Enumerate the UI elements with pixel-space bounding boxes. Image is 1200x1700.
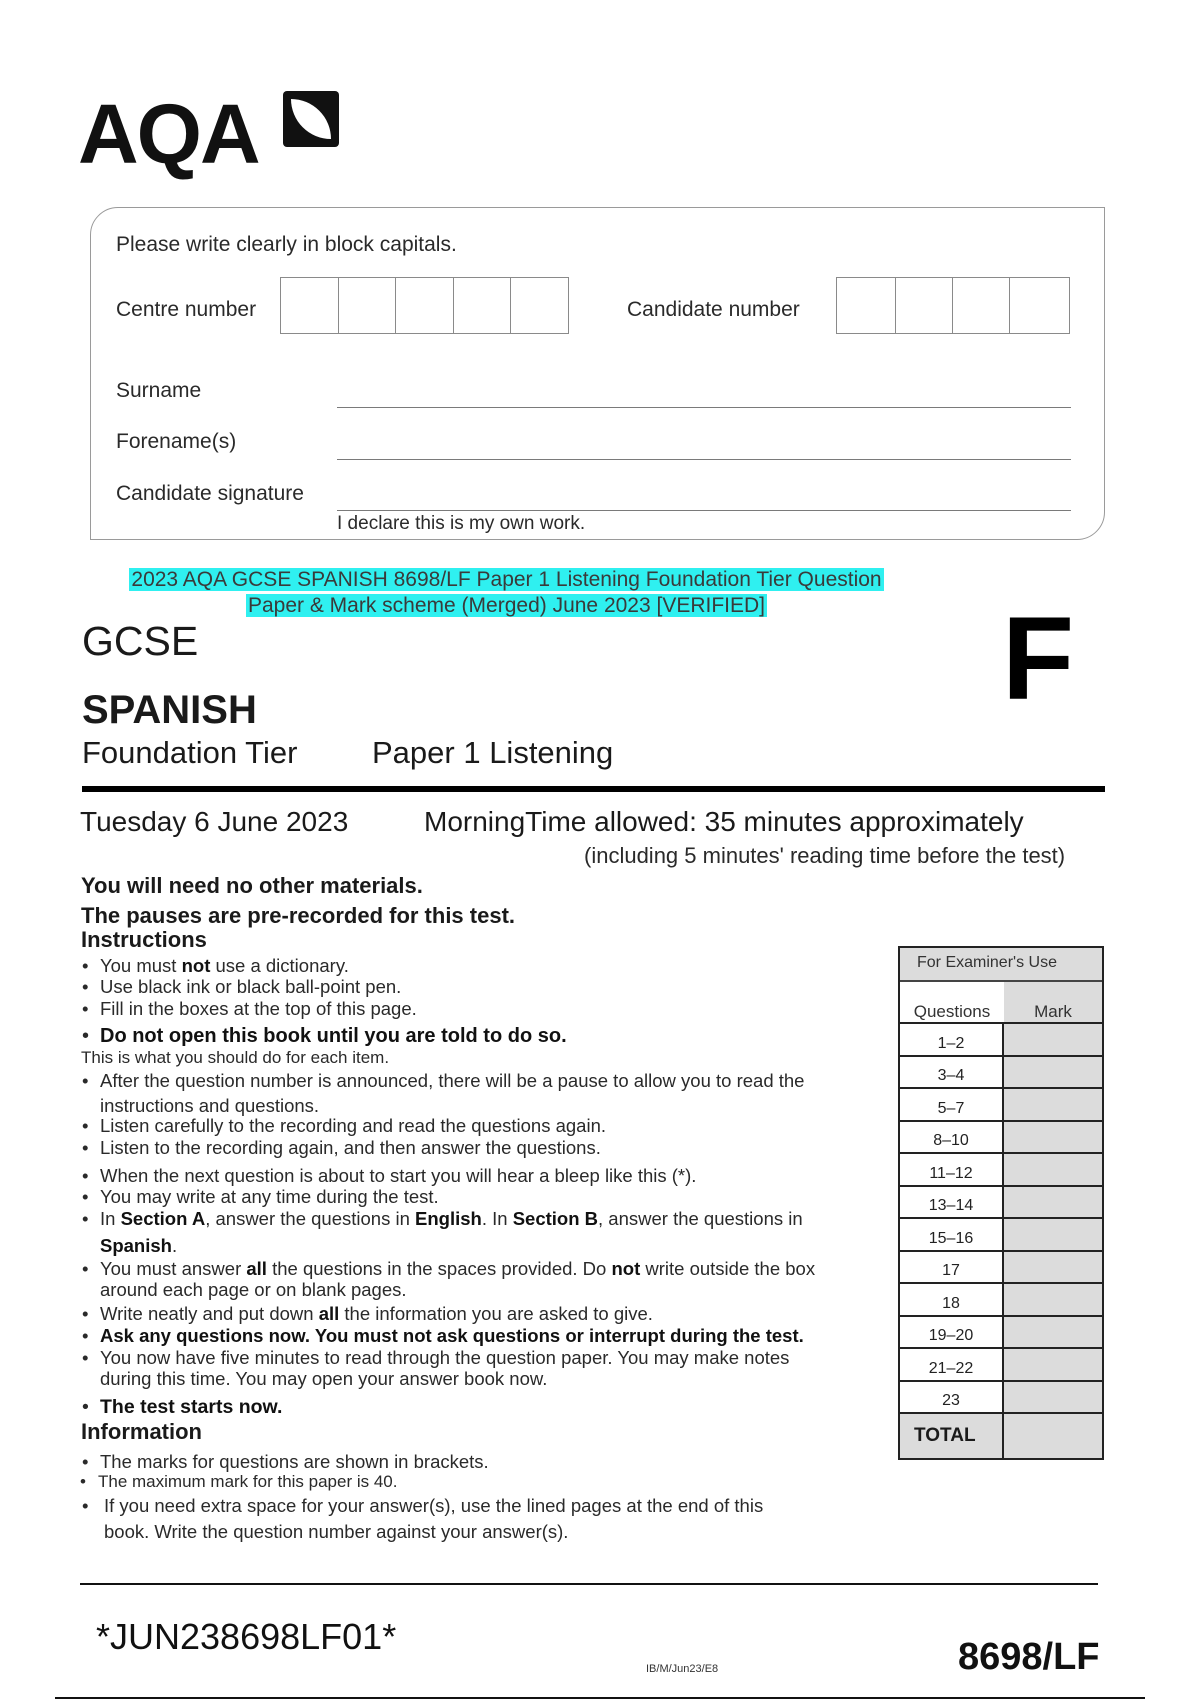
information-item: • The maximum mark for this paper is 40. (80, 1472, 398, 1491)
mark-cell[interactable] (1004, 1154, 1102, 1185)
mark-cell[interactable] (1004, 1219, 1102, 1250)
candidate-number-input[interactable] (836, 277, 1070, 334)
candidate-number-label: Candidate number (627, 298, 800, 321)
signature-input-line[interactable] (337, 510, 1071, 511)
qualification-title: GCSE (82, 618, 199, 664)
title-divider (82, 786, 1105, 792)
aqa-leaf-logo-icon (283, 91, 339, 147)
mark-cell[interactable] (1004, 1089, 1102, 1120)
footer-divider (80, 1583, 1098, 1585)
surname-input-line[interactable] (337, 407, 1071, 408)
instruction-note: This is what you should do for each item. (81, 1048, 390, 1067)
banner-line-1: 2023 AQA GCSE SPANISH 8698/LF Paper 1 Listening Foundation Tier Question (131, 568, 882, 591)
instruction-item: • You must answer all the questions in the spaces provided. Do not write outside the box around each page or on blank pages. (82, 1258, 816, 1300)
examiner-use-table (898, 946, 1104, 1460)
instruction-item: • In Section A, answer the questions in English. In Section B, answer the questions in Spanish. (82, 1208, 803, 1256)
mark-column-header: Mark (1004, 982, 1102, 1022)
table-row: 18 (900, 1284, 1102, 1317)
instruction-item: • You must not use a dictionary. (82, 955, 349, 976)
declaration-text: I declare this is my own work. (337, 513, 586, 534)
centre-number-digit-box[interactable] (454, 278, 512, 333)
candidate-number-digit-box[interactable] (1010, 278, 1067, 333)
surname-label: Surname (116, 379, 202, 402)
table-row: 23 (900, 1382, 1102, 1415)
table-row: 8–10 (900, 1122, 1102, 1155)
instruction-item: • You now have five minutes to read through the question paper. You may make notes during this time. You may open your answer book now. (82, 1347, 790, 1389)
instruction-item: • Listen to the recording again, and then answer the questions. (82, 1137, 601, 1158)
table-row: 21–22 (900, 1349, 1102, 1382)
tier-label: Foundation Tier (82, 735, 298, 770)
barcode-text: *JUN238698LF01* (96, 1616, 397, 1657)
table-row: 11–12 (900, 1154, 1102, 1187)
information-heading: Information (81, 1419, 202, 1444)
centre-number-digit-box[interactable] (511, 278, 568, 333)
instructions-heading: Instructions (81, 927, 207, 952)
instruction-item: • Do not open this book until you are told to do so. (82, 1025, 567, 1047)
mark-cell[interactable] (1004, 1317, 1102, 1348)
signature-label: Candidate signature (116, 482, 304, 505)
instruction-item: • When the next question is about to start you will hear a bleep like this (*). (82, 1165, 697, 1186)
block-capitals-prompt: Please write clearly in block capitals. (116, 233, 457, 256)
centre-number-label: Centre number (116, 298, 257, 321)
table-row: 17 (900, 1252, 1102, 1285)
centre-number-digit-box[interactable] (339, 278, 397, 333)
forenames-input-line[interactable] (337, 459, 1071, 460)
examiner-table-title: For Examiner's Use (900, 948, 1102, 982)
mark-cell[interactable] (1004, 1187, 1102, 1218)
centre-number-digit-box[interactable] (396, 278, 454, 333)
time-allowed-note: (including 5 minutes' reading time before the test) (584, 843, 1066, 868)
table-row: 3–4 (900, 1057, 1102, 1090)
document-title-banner (90, 567, 923, 619)
mark-cell[interactable] (1004, 1122, 1102, 1153)
table-row: 5–7 (900, 1089, 1102, 1122)
instruction-item: • You may write at any time during the test. (82, 1186, 439, 1207)
page-bottom-rule (55, 1697, 1145, 1699)
mark-cell[interactable] (1004, 1057, 1102, 1088)
aqa-logo-text: AQA (78, 87, 259, 181)
instruction-item: • After the question number is announced, there will be a pause to allow you to read the instructions and questions. (82, 1070, 805, 1116)
instruction-item: • Ask any questions now. You must not ask questions or interrupt during the test. (82, 1325, 804, 1346)
total-mark-cell[interactable] (1004, 1414, 1102, 1458)
time-allowed: MorningTime allowed: 35 minutes approximately (424, 806, 1024, 837)
table-row: 13–14 (900, 1187, 1102, 1220)
instruction-item: • Listen carefully to the recording and read the questions again. (82, 1115, 606, 1136)
total-row (900, 1414, 1102, 1458)
instruction-item: • Use black ink or black ball-point pen. (82, 976, 402, 997)
exam-date: Tuesday 6 June 2023 (80, 806, 349, 837)
mark-cell[interactable] (1004, 1349, 1102, 1380)
paper-code: 8698/LF (958, 1636, 1100, 1678)
table-row: 1–2 (900, 1024, 1102, 1057)
candidate-number-digit-box[interactable] (953, 278, 1010, 333)
instruction-item: • Write neatly and put down all the information you are asked to give. (82, 1303, 653, 1324)
paper-label: Paper 1 Listening (372, 735, 614, 770)
information-item: • If you need extra space for your answer(s), use the lined pages at the end of this book. Write the question number against your answer(s). (82, 1495, 764, 1542)
pauses-notice: The pauses are pre-recorded for this test. (81, 903, 516, 928)
instruction-item: • Fill in the boxes at the top of this page. (82, 998, 417, 1019)
mark-cell[interactable] (1004, 1252, 1102, 1283)
questions-column-header: Questions (900, 982, 1004, 1022)
centre-number-input[interactable] (280, 277, 569, 334)
materials-notice: You will need no other materials. (81, 873, 423, 898)
mark-cell[interactable] (1004, 1382, 1102, 1413)
mark-cell[interactable] (1004, 1024, 1102, 1055)
candidate-number-digit-box[interactable] (896, 278, 953, 333)
forenames-label: Forename(s) (116, 430, 237, 453)
candidate-number-digit-box[interactable] (837, 278, 896, 333)
subject-title: SPANISH (82, 688, 257, 732)
information-item: • The marks for questions are shown in brackets. (82, 1451, 489, 1472)
table-row: 19–20 (900, 1317, 1102, 1350)
document-reference: IB/M/Jun23/E8 (646, 1663, 719, 1675)
centre-number-digit-box[interactable] (281, 278, 339, 333)
instruction-item: • The test starts now. (82, 1396, 283, 1418)
mark-cell[interactable] (1004, 1284, 1102, 1315)
banner-line-2: Paper & Mark scheme (Merged) June 2023 [VERIFIED] (247, 594, 766, 617)
tier-letter: F (1002, 593, 1075, 725)
total-label: TOTAL (900, 1414, 1004, 1458)
table-row: 15–16 (900, 1219, 1102, 1252)
